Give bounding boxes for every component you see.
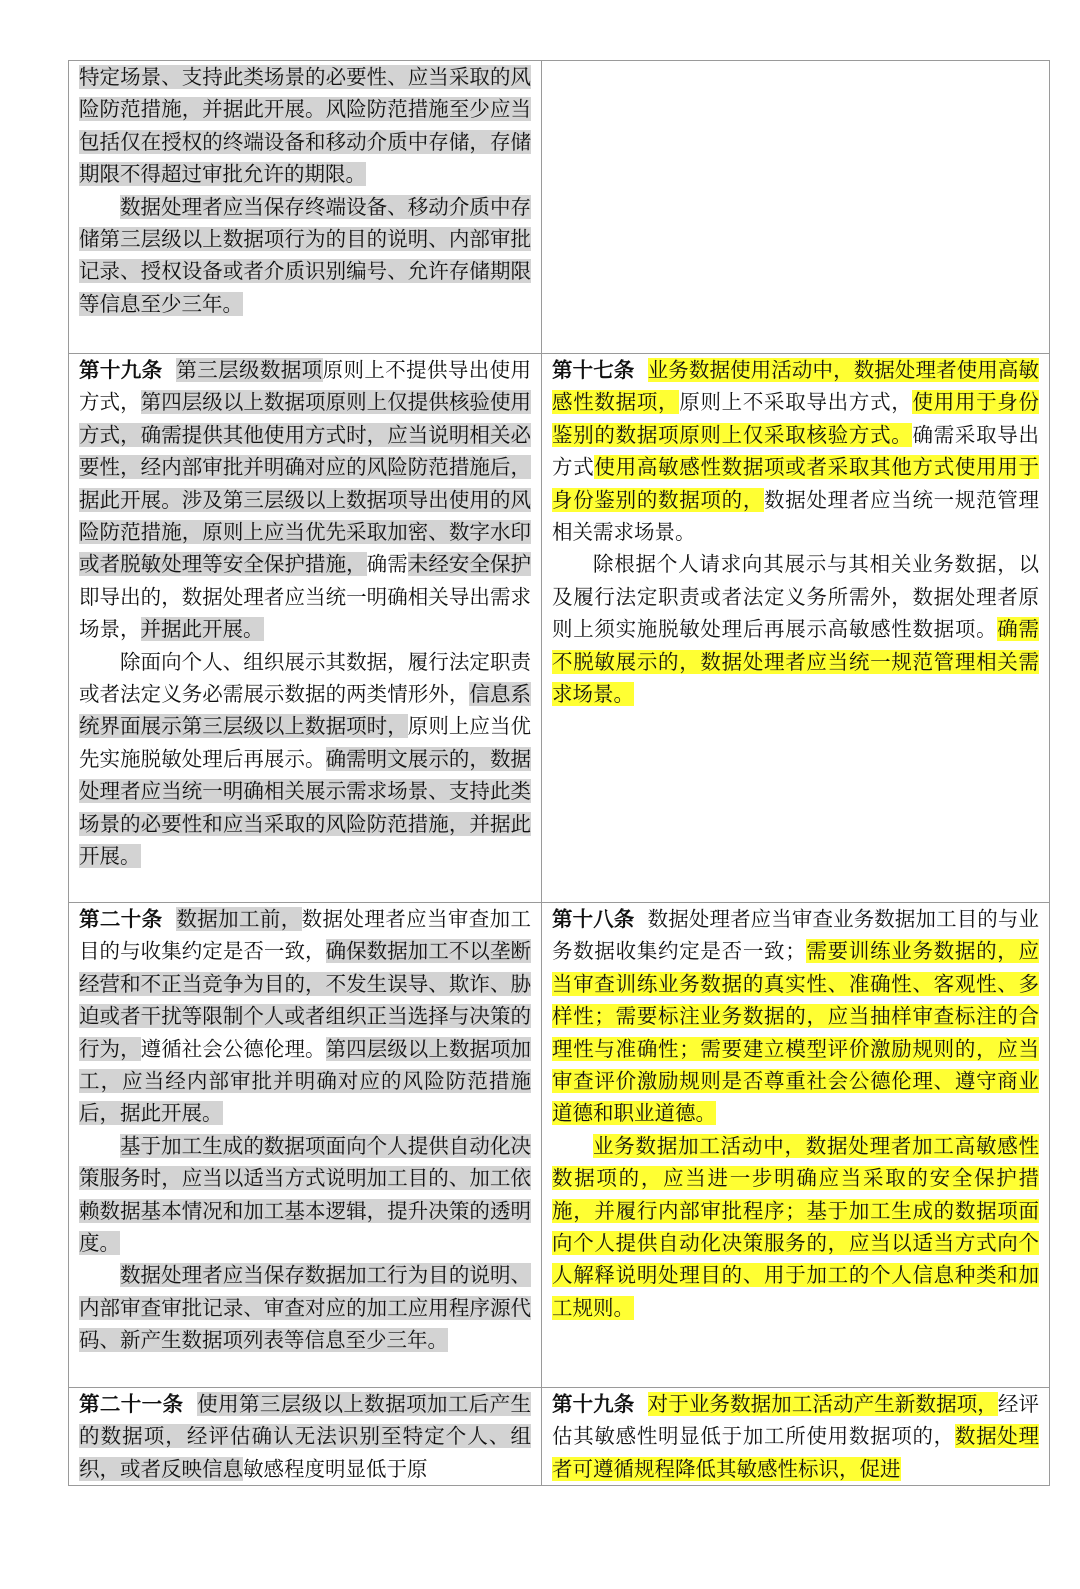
highlight-yellow: 确需不脱敏展示的，数据处理者应当统一规范管理相关需求场景。	[552, 617, 1040, 707]
right-column-cell	[542, 61, 1050, 354]
table-row	[69, 903, 1050, 1388]
plain-text: 经评估其敏感性明显低于加工所使用数据项的，	[552, 1392, 1039, 1449]
paragraph	[79, 191, 531, 321]
cell-text	[79, 903, 531, 1357]
highlight-gray: 未经安全保护	[407, 552, 532, 577]
highlight-gray: 特定场景、支持此类场景的必要性、应当采取的风险防范措施，并据此开展。风险防范措施至少应当包括仅在授权的终端设备和移动介质中存储，存储期限不得超过审批允许的期限。	[79, 65, 531, 187]
left-column-cell	[69, 354, 542, 903]
plain-text: 遵循社会公德伦理。	[140, 1036, 326, 1061]
plain-text: 数据处理者应当审查业务数据加工目的与业务数据收集约定是否一致；	[552, 907, 1040, 964]
article-number: 第二十条	[79, 907, 163, 931]
highlight-gray: 数据处理者应当保存终端设备、移动介质中存储第三层级以上数据项行为的目的说明、内部审批记录、授权设备或者介质识别编号、允许存储期限等信息至少三年。	[79, 194, 531, 316]
highlight-gray: 使用第三层级以上数据项加工后产生的数据项，经评估确认无法识别至特定个人、组织，或者反映信息	[79, 1392, 531, 1481]
comparison-table	[68, 60, 1050, 1486]
right-column-cell	[542, 903, 1050, 1388]
highlight-gray: 基于加工生成的数据项面向个人提供自动化决策服务时，应当以适当方式说明加工目的、加工依赖数据基本情况和加工基本逻辑，提升决策的透明度。	[79, 1133, 531, 1256]
right-column-cell	[542, 1388, 1050, 1486]
plain-text: 原则上应当优先实施脱敏处理后再展示。	[79, 714, 532, 771]
plain-text: 数据处理者应当审查加工目的与收集约定是否一致，	[79, 907, 532, 964]
highlight-gray: 数据处理者应当保存数据加工行为目的说明、内部审查审批记录、审查对应的加工应用程序源代码、新产生数据项列表等信息至少三年。	[79, 1263, 531, 1353]
paragraph	[79, 903, 531, 1130]
cell-text	[552, 354, 1039, 710]
table-row	[69, 1388, 1050, 1486]
cell-text	[552, 1388, 1039, 1485]
highlight-yellow: 需要训练业务数据的，应当审查训练业务数据的真实性、准确性、客观性、多样性；需要标注业务数据的，应当抽样审查标注的合理性与准确性；需要建立模型评价激励规则的，应当审查评价激励规则是否尊重社会公德伦理、遵守商业道德和职业道德。	[552, 939, 1039, 1126]
highlight-yellow: 业务数据加工活动中，数据处理者加工高敏感性数据项的，应当进一步明确应当采取的安全保护措施，并履行内部审批程序；基于加工生成的数据项面向个人提供自动化决策服务的，应当以适当方式向个人解释说明处理目的、用于加工的个人信息种类和加工规则。	[552, 1133, 1039, 1320]
left-column-cell	[69, 903, 542, 1388]
plain-text: 除面向个人、组织展示其数据，履行法定职责或者法定义务必需展示数据的两类情形外，	[79, 649, 531, 707]
plain-text: 确需	[366, 552, 408, 577]
highlight-yellow: 使用高敏感性数据项或者采取其他方式使用用于身份鉴别的数据项的，	[552, 455, 1040, 512]
highlight-gray: 并据此开展。	[140, 617, 264, 642]
article-number: 第十七条	[552, 358, 635, 382]
highlight-yellow: 对于业务数据加工活动产生新数据项，	[647, 1392, 998, 1416]
highlight-yellow: 业务数据使用活动中，数据处理者使用高敏感性数据项，	[552, 358, 1040, 415]
paragraph	[79, 1259, 531, 1356]
paragraph	[79, 61, 531, 191]
left-column-cell	[69, 1388, 542, 1486]
cell-text	[79, 1388, 531, 1485]
plain-text: 即导出的，数据处理者应当统一明确相关导出需求场景，	[79, 584, 531, 642]
paragraph	[79, 354, 531, 646]
highlight-gray: 信息系统界面展示第三层级以上数据项时，	[79, 682, 532, 739]
highlight-gray: 第三层级数据项	[176, 358, 323, 382]
highlight-yellow: 数据处理者可遵循规程降低其敏感性标识，促进	[552, 1424, 1039, 1481]
left-column-cell	[69, 61, 542, 354]
highlight-gray: 确需明文展示的，数据处理者应当统一明确相关展示需求场景、支持此类场景的必要性和应当采取的风险防范措施，并据此开展。	[79, 746, 532, 869]
right-column-cell	[542, 354, 1050, 903]
paragraph	[552, 1388, 1039, 1485]
cell-text	[79, 61, 531, 320]
cell-text	[79, 354, 531, 873]
plain-text: 敏感程度明显低于原	[243, 1456, 428, 1481]
paragraph	[552, 903, 1039, 1130]
plain-text: 原则上不提供导出使用方式，	[79, 358, 532, 415]
highlight-gray: 第四层级以上数据项原则上仅提供核验使用方式，确需提供其他使用方式时，应当说明相关必要性，经内部审批并明确对应的风险防范措施后，据此开展。涉及第三层级以上数据项导出使用的风险防范措施，原则上应当优先采取加密、数字水印或者脱敏处理等安全保护措施，	[79, 390, 532, 577]
article-number: 第十九条	[79, 358, 163, 382]
plain-text: 除根据个人请求向其展示与其相关业务数据，以及履行法定职责或者法定义务所需外，数据处理者原则上须实施脱敏处理后再展示高敏感性数据项。	[552, 552, 1039, 642]
highlight-gray: 数据加工前，	[176, 907, 302, 931]
table-row	[69, 354, 1050, 903]
highlight-gray: 确保数据加工不以垄断经营和不正当竞争为目的，不发生误导、欺诈、胁迫或者干扰等限制个人或者组织正当选择与决策的行为，	[79, 939, 532, 1061]
article-number: 第二十一条	[79, 1392, 184, 1416]
paragraph	[79, 646, 531, 873]
plain-text: 原则上不采取导出方式，	[679, 390, 913, 415]
highlight-yellow: 使用用于身份鉴别的数据项原则上仅采取核验方式。	[552, 390, 1040, 447]
table-row	[69, 61, 1050, 354]
cell-text	[552, 903, 1039, 1324]
article-number: 第十八条	[552, 907, 635, 931]
paragraph	[552, 1130, 1039, 1324]
paragraph	[552, 354, 1039, 548]
highlight-gray: 第四层级以上数据项加工，应当经内部审批并明确对应的风险防范措施后，据此开展。	[79, 1036, 532, 1126]
paragraph	[552, 548, 1039, 710]
plain-text: 数据处理者应当统一规范管理相关需求场景。	[552, 487, 1040, 545]
paragraph	[79, 1388, 531, 1485]
plain-text: 确需采取导出方式	[552, 422, 1040, 480]
article-number: 第十九条	[552, 1392, 635, 1416]
paragraph	[79, 1130, 531, 1260]
